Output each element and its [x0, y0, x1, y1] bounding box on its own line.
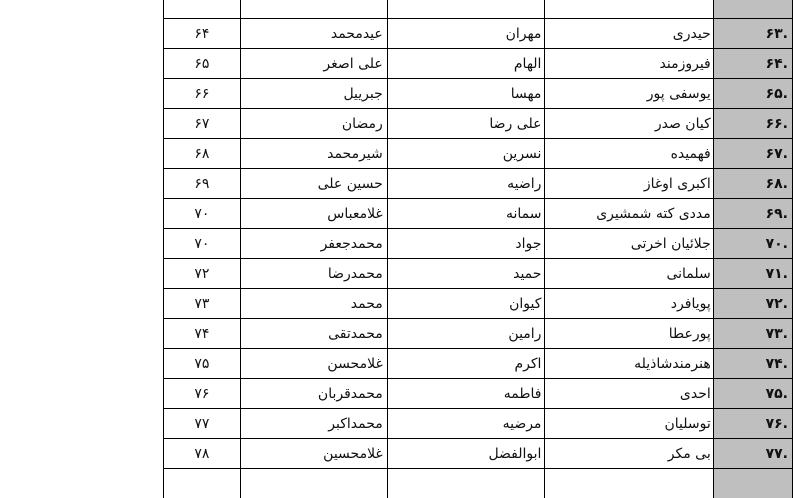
last-name-cell: مددی کته شمشیری	[545, 199, 713, 229]
row-number-cell	[713, 0, 792, 19]
code-cell: ۷۲	[164, 259, 241, 289]
table-row	[164, 289, 793, 319]
row-number: .۷۷	[765, 445, 788, 462]
last-name-cell: فیروزمند	[545, 49, 713, 79]
row-number: .۶۸	[765, 175, 788, 192]
row-number-cell	[713, 439, 792, 469]
father-name-cell	[240, 0, 387, 19]
code-cell: ۶۵	[164, 49, 241, 79]
row-number-cell	[713, 259, 792, 289]
code-cell: ۶۸	[164, 139, 241, 169]
row-number-cell	[713, 109, 792, 139]
father-name-cell: غلامحسین	[240, 439, 387, 469]
last-name-cell: اکبری اوغاز	[545, 169, 713, 199]
first-name-cell: جواد	[387, 229, 545, 259]
row-number: .۶۶	[765, 115, 788, 132]
father-name-cell: شیرمحمد	[240, 139, 387, 169]
row-number: .۷۱	[765, 265, 788, 282]
last-name-cell: پورعطا	[545, 319, 713, 349]
last-name-cell: بی مکر	[545, 439, 713, 469]
row-number-cell	[713, 19, 792, 49]
roster-table	[163, 0, 793, 498]
row-number-cell	[713, 79, 792, 109]
code-cell: ۶۶	[164, 79, 241, 109]
first-name-cell: ابوالفضل	[387, 439, 545, 469]
first-name-cell: رامین	[387, 319, 545, 349]
row-number-cell	[713, 49, 792, 79]
last-name-cell	[545, 469, 713, 498]
father-name-cell: جبرییل	[240, 79, 387, 109]
code-cell: ۷۴	[164, 319, 241, 349]
first-name-cell: حمید	[387, 259, 545, 289]
row-number-cell	[713, 469, 792, 498]
table-row	[164, 139, 793, 169]
table-row	[164, 409, 793, 439]
first-name-cell: مهسا	[387, 79, 545, 109]
code-cell: ۶۹	[164, 169, 241, 199]
row-number-cell	[713, 319, 792, 349]
row-number: .۷۵	[765, 385, 788, 402]
table-row	[164, 319, 793, 349]
last-name-cell	[545, 0, 713, 19]
last-name-cell: یوسفی پور	[545, 79, 713, 109]
code-cell: ۷۵	[164, 349, 241, 379]
father-name-cell: محمدرضا	[240, 259, 387, 289]
row-number-cell	[713, 289, 792, 319]
father-name-cell: غلامعباس	[240, 199, 387, 229]
last-name-cell: هنرمندشاذیله	[545, 349, 713, 379]
row-number: .۷۰	[765, 235, 788, 252]
code-cell: ۶۷	[164, 109, 241, 139]
first-name-cell	[387, 0, 545, 19]
code-cell: ۷۰	[164, 199, 241, 229]
first-name-cell: الهام	[387, 49, 545, 79]
father-name-cell: حسین علی	[240, 169, 387, 199]
code-cell: ۶۴	[164, 19, 241, 49]
row-number: .۶۳	[765, 25, 788, 42]
table-row	[164, 259, 793, 289]
table-row	[164, 229, 793, 259]
table-row	[164, 199, 793, 229]
first-name-cell: سمانه	[387, 199, 545, 229]
row-number-cell	[713, 349, 792, 379]
last-name-cell: سلمانی	[545, 259, 713, 289]
last-name-cell: پویافرد	[545, 289, 713, 319]
row-number: .۶۵	[765, 85, 788, 102]
code-cell: ۷۳	[164, 289, 241, 319]
first-name-cell: مرضیه	[387, 409, 545, 439]
row-number-cell	[713, 199, 792, 229]
first-name-cell: نسرین	[387, 139, 545, 169]
table-row	[164, 169, 793, 199]
table-row	[164, 79, 793, 109]
code-cell: ۷۷	[164, 409, 241, 439]
row-number: .۷۶	[765, 415, 788, 432]
father-name-cell: محمدقربان	[240, 379, 387, 409]
row-number-cell	[713, 379, 792, 409]
first-name-cell: مهران	[387, 19, 545, 49]
first-name-cell: علی رضا	[387, 109, 545, 139]
first-name-cell	[387, 469, 545, 498]
code-cell: ۷۰	[164, 229, 241, 259]
code-cell: ۷۸	[164, 439, 241, 469]
first-name-cell: اکرم	[387, 349, 545, 379]
row-number: .۷۴	[765, 355, 788, 372]
last-name-cell: جلائیان اخرتی	[545, 229, 713, 259]
table-row	[164, 0, 793, 19]
table-row	[164, 19, 793, 49]
father-name-cell: محمداکبر	[240, 409, 387, 439]
code-cell: ۷۶	[164, 379, 241, 409]
first-name-cell: فاطمه	[387, 379, 545, 409]
row-number-cell	[713, 229, 792, 259]
table-row	[164, 469, 793, 498]
first-name-cell: راضیه	[387, 169, 545, 199]
row-number: .۶۴	[765, 55, 788, 72]
table-row	[164, 439, 793, 469]
father-name-cell: علی اصغر	[240, 49, 387, 79]
row-number-cell	[713, 139, 792, 169]
father-name-cell: رمضان	[240, 109, 387, 139]
table-row	[164, 379, 793, 409]
father-name-cell: محمدتقی	[240, 319, 387, 349]
table-row	[164, 49, 793, 79]
last-name-cell: کیان صدر	[545, 109, 713, 139]
code-cell	[164, 469, 241, 498]
code-cell	[164, 0, 241, 19]
row-number-cell	[713, 409, 792, 439]
table-row	[164, 109, 793, 139]
row-number: .۶۷	[765, 145, 788, 162]
last-name-cell: فهمیده	[545, 139, 713, 169]
row-number: .۶۹	[765, 205, 788, 222]
father-name-cell: محمدجعفر	[240, 229, 387, 259]
father-name-cell	[240, 469, 387, 498]
row-number: .۷۳	[765, 325, 788, 342]
last-name-cell: حیدری	[545, 19, 713, 49]
table-row	[164, 349, 793, 379]
first-name-cell: کیوان	[387, 289, 545, 319]
last-name-cell: توسلیان	[545, 409, 713, 439]
father-name-cell: عیدمحمد	[240, 19, 387, 49]
father-name-cell: غلامحسن	[240, 349, 387, 379]
last-name-cell: احدی	[545, 379, 713, 409]
roster-table-body	[164, 0, 793, 498]
row-number: .۷۲	[765, 295, 788, 312]
father-name-cell: محمد	[240, 289, 387, 319]
row-number-cell	[713, 169, 792, 199]
